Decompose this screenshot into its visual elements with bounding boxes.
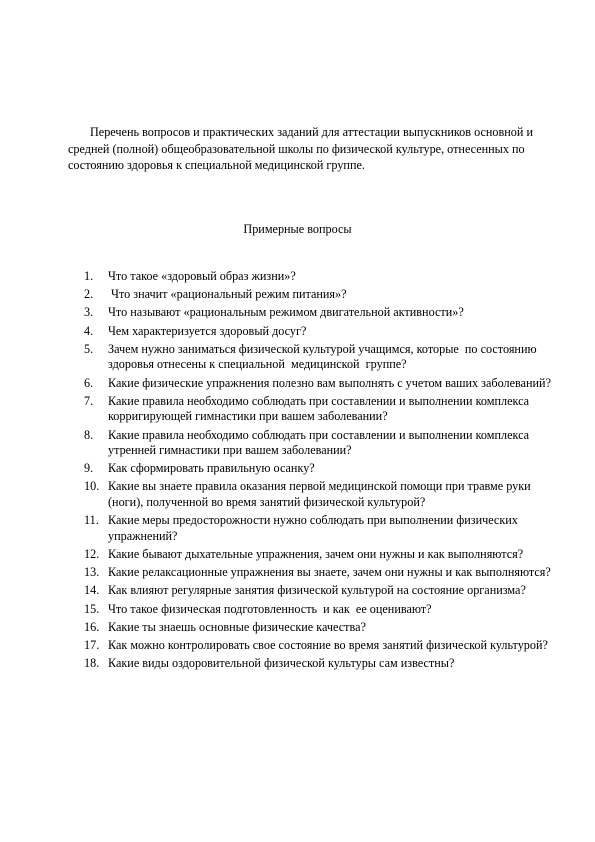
question-text: Какие ты знаешь основные физические качества? — [108, 619, 366, 634]
question-item — [84, 269, 554, 285]
question-number: 1. — [84, 269, 94, 283]
question-item — [84, 394, 554, 425]
question-number: 14. — [84, 583, 100, 598]
question-number: 15. — [84, 601, 100, 616]
question-number: 11. — [84, 513, 99, 528]
question-number: 12. — [84, 547, 100, 562]
question-item — [84, 602, 554, 618]
question-number: 2. — [84, 287, 94, 302]
question-number: 4. — [84, 323, 94, 338]
question-item — [84, 656, 554, 672]
question-number: 9. — [84, 461, 94, 476]
question-number: 3. — [84, 305, 94, 320]
question-item — [84, 287, 554, 303]
question-number: 13. — [84, 565, 100, 580]
question-text: Что значит «рациональный режим питания»? — [108, 287, 347, 302]
question-number: 6. — [84, 375, 94, 390]
question-item — [84, 513, 554, 544]
section-heading: Примерные вопросы — [243, 222, 352, 236]
question-text: Что называют «рациональным режимом двигательной активности»? — [108, 305, 464, 320]
question-number: 18. — [84, 656, 100, 671]
question-text: Что такое «здоровый образ жизни»? — [108, 269, 296, 283]
question-text: Как сформировать правильную осанку? — [108, 461, 315, 476]
question-item — [84, 479, 554, 510]
question-text: Как можно контролировать свое состояние во время занятий физической культурой? — [108, 637, 548, 652]
question-text: Какие виды оздоровительной физической культуры сам известны? — [108, 656, 455, 671]
question-text: Зачем нужно заниматься физической культурой учащимся, которые по состоянию здоровья отнесены к специальной медицинской группе? — [108, 341, 540, 372]
question-text: Какие правила необходимо соблюдать при составлении и выполнении комплекса корригирующей гимнастики при вашем заболевании? — [108, 393, 533, 424]
question-item — [84, 547, 554, 563]
question-text: Какие вы знаете правила оказания первой медицинской помощи при травме руки (ноги), полученной во время занятий физической культурой? — [108, 479, 534, 510]
question-item — [84, 324, 554, 340]
questions-list — [84, 269, 554, 674]
question-text: Какие меры предосторожности нужно соблюдать при выполнении физических упражнений? — [108, 513, 521, 543]
question-number: 16. — [84, 619, 100, 634]
question-text: Что такое физическая подготовленность и как ее оценивают? — [108, 601, 432, 616]
question-text: Какие физические упражнения полезно вам выполнять с учетом ваших заболеваний? — [108, 375, 551, 390]
question-item — [84, 428, 554, 459]
question-item — [84, 583, 554, 599]
question-text: Какие бывают дыхательные упражнения, зачем они нужны и как выполняются? — [108, 547, 524, 562]
question-text: Какие правила необходимо соблюдать при составлении и выполнении комплекса утренней гимнастики при вашем заболевании? — [108, 427, 533, 458]
question-text: Чем характеризуется здоровый досуг? — [108, 323, 307, 338]
question-item — [84, 620, 554, 636]
question-number: 17. — [84, 637, 100, 652]
question-item — [84, 342, 554, 373]
question-number: 7. — [84, 393, 94, 408]
question-item — [84, 376, 554, 392]
question-number: 8. — [84, 427, 94, 442]
intro-paragraph: Перечень вопросов и практических заданий для аттестации выпускников основной и средней (полной) общеобразовательной школы по физической культуре, отнесенных по состоянию здоровья к специальной медицинской группе. — [68, 125, 533, 172]
question-item — [84, 305, 554, 321]
question-text: Какие релаксационные упражнения вы знаете, зачем они нужны и как выполняются? — [108, 565, 551, 580]
question-item — [84, 565, 554, 581]
question-item — [84, 638, 554, 654]
question-item — [84, 461, 554, 477]
question-number: 5. — [84, 341, 94, 356]
question-text: Как влияют регулярные занятия физической культурой на состояние организма? — [108, 583, 526, 598]
question-number: 10. — [84, 479, 100, 494]
